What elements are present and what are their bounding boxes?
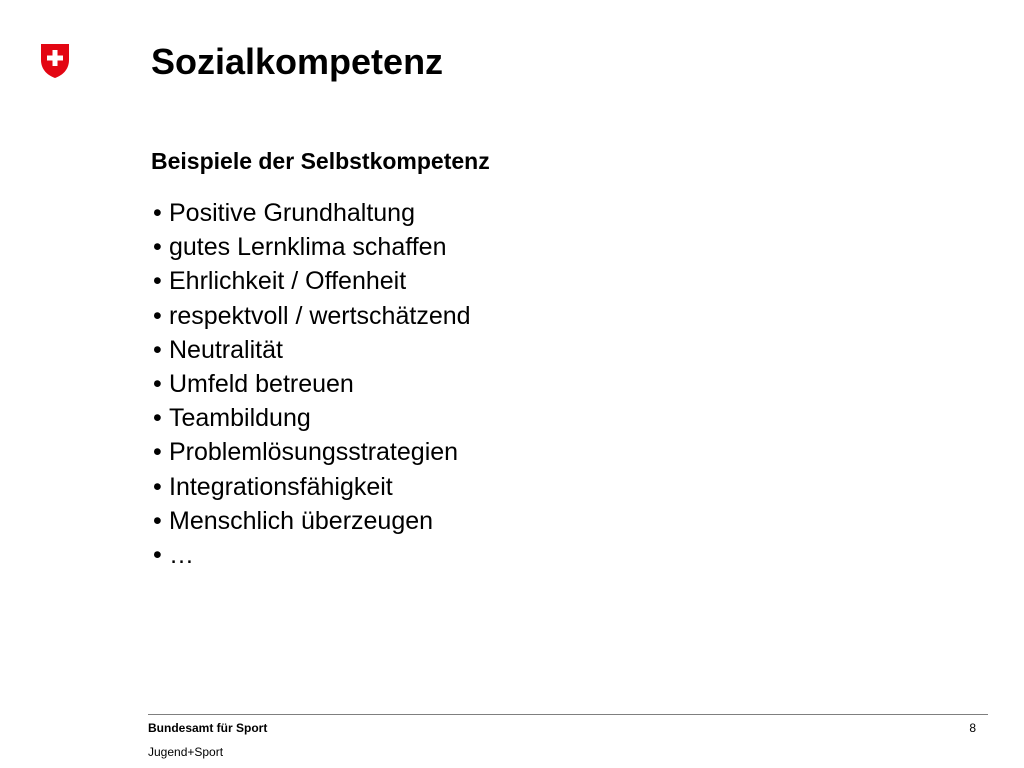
bullet-mark: • — [153, 335, 162, 364]
list-item-text: respektvoll / wertschätzend — [169, 301, 471, 330]
list-item-text: Problemlösungsstrategien — [169, 438, 459, 467]
list-item — [153, 264, 471, 298]
footer-divider — [148, 714, 988, 715]
list-item-text: gutes Lernklima schaffen — [169, 233, 447, 262]
bullet-mark: • — [153, 506, 162, 535]
list-item — [153, 435, 471, 469]
bullet-mark: • — [153, 233, 162, 262]
page-number: 8 — [969, 721, 976, 735]
competence-list — [153, 196, 471, 572]
list-item-text: Neutralität — [169, 335, 283, 364]
bullet-mark: • — [153, 472, 162, 501]
footer-organization: Bundesamt für Sport — [148, 721, 268, 735]
list-item — [153, 299, 471, 333]
list-item — [153, 230, 471, 264]
swiss-cross-shield-icon — [40, 43, 70, 79]
list-item-text: Positive Grundhaltung — [169, 199, 415, 227]
list-item-text: Menschlich überzeugen — [169, 506, 434, 535]
bullet-mark: • — [153, 404, 162, 433]
list-item-text: Integrationsfähigkeit — [169, 472, 393, 501]
bullet-mark: • — [153, 541, 162, 570]
bullet-mark: • — [153, 267, 162, 296]
bullet-mark: • — [153, 438, 162, 467]
slide-title: Sozialkompetenz — [151, 41, 444, 82]
list-item — [153, 470, 471, 504]
footer-program: Jugend+Sport — [148, 745, 224, 759]
bullet-mark: • — [153, 199, 162, 227]
list-item-text: Ehrlichkeit / Offenheit — [169, 267, 407, 296]
section-subtitle: Beispiele der Selbstkompetenz — [151, 148, 490, 174]
bullet-mark: • — [153, 370, 162, 399]
list-item — [153, 504, 471, 538]
bullet-mark: • — [153, 301, 162, 330]
list-item — [153, 333, 471, 367]
list-item-text: … — [169, 541, 194, 570]
list-item — [153, 538, 471, 572]
list-item — [153, 367, 471, 401]
list-item-text: Teambildung — [169, 404, 311, 433]
list-item-text: Umfeld betreuen — [169, 370, 354, 399]
list-item — [153, 196, 471, 230]
list-item — [153, 401, 471, 435]
